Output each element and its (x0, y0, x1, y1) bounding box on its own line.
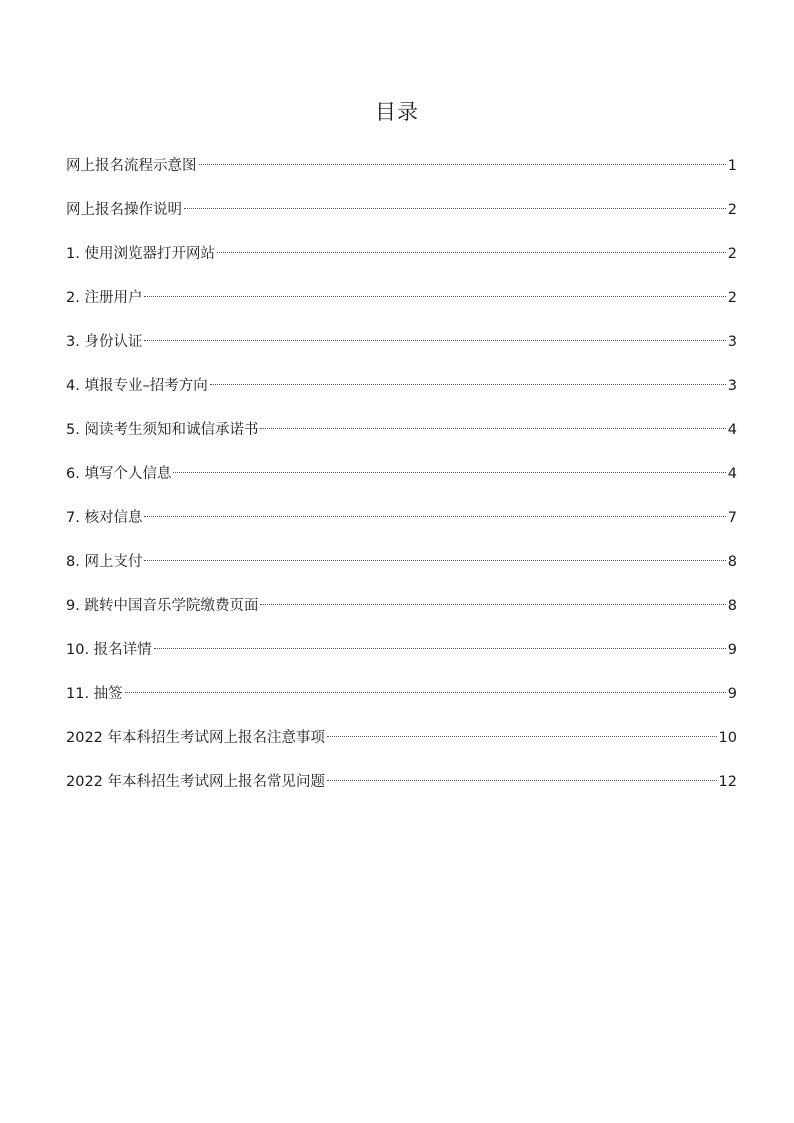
toc-entry[interactable] (66, 286, 737, 330)
toc-entry-label: 1. 使用浏览器打开网站 (66, 246, 215, 262)
toc-entry-label: 8. 网上支付 (66, 554, 143, 570)
toc-entry[interactable] (66, 506, 737, 550)
toc-dot-leader (210, 384, 726, 385)
toc-dot-leader (217, 252, 726, 253)
toc-dot-leader (144, 296, 725, 297)
toc-entry-page-number: 4 (727, 466, 737, 482)
toc-entry-page-number: 2 (727, 202, 737, 218)
toc-entry[interactable] (66, 770, 737, 814)
toc-entry[interactable] (66, 374, 737, 418)
toc-dot-leader (327, 780, 717, 781)
toc-entry-label: 网上报名操作说明 (66, 202, 182, 218)
toc-dot-leader (144, 560, 725, 561)
toc-entry-page-number: 8 (727, 554, 737, 570)
toc-entry-page-number: 9 (727, 642, 737, 658)
toc-entry-page-number: 1 (727, 158, 737, 174)
toc-entry-label: 3. 身份认证 (66, 334, 143, 350)
toc-entry-page-number: 10 (718, 730, 737, 746)
toc-entry-page-number: 9 (727, 686, 737, 702)
toc-entry-label: 10. 报名详情 (66, 642, 152, 658)
toc-entry-label: 6. 填写个人信息 (66, 466, 172, 482)
toc-entry[interactable] (66, 418, 737, 462)
toc-dot-leader (199, 164, 726, 165)
toc-entry[interactable] (66, 242, 737, 286)
toc-entry-label: 11. 抽签 (66, 686, 123, 702)
toc-entry[interactable] (66, 726, 737, 770)
toc-entry[interactable] (66, 154, 737, 198)
toc-dot-leader (184, 208, 726, 209)
toc-entry[interactable] (66, 550, 737, 594)
toc-list (66, 154, 737, 814)
toc-entry[interactable] (66, 198, 737, 242)
toc-entry[interactable] (66, 682, 737, 726)
toc-entry-label: 5. 阅读考生须知和诚信承诺书 (66, 422, 259, 438)
toc-dot-leader (144, 340, 725, 341)
toc-entry[interactable] (66, 594, 737, 638)
toc-entry[interactable] (66, 638, 737, 682)
toc-entry-page-number: 7 (727, 510, 737, 526)
toc-entry-page-number: 8 (727, 598, 737, 614)
toc-entry-label: 7. 核对信息 (66, 510, 143, 526)
toc-entry-page-number: 3 (727, 378, 737, 394)
toc-entry[interactable] (66, 330, 737, 374)
toc-dot-leader (144, 516, 725, 517)
toc-entry-label: 2. 注册用户 (66, 290, 143, 306)
toc-dot-leader (154, 648, 726, 649)
toc-dot-leader (260, 604, 725, 605)
toc-dot-leader (173, 472, 725, 473)
toc-entry-label: 2022 年本科招生考试网上报名注意事项 (66, 730, 326, 746)
toc-entry-label: 2022 年本科招生考试网上报名常见问题 (66, 774, 326, 790)
toc-dot-leader (327, 736, 717, 737)
toc-entry-page-number: 2 (727, 290, 737, 306)
toc-entry-page-number: 12 (718, 774, 737, 790)
toc-entry-page-number: 3 (727, 334, 737, 350)
toc-entry-page-number: 2 (727, 246, 737, 262)
page-title: 目录 (375, 100, 419, 124)
toc-entry-label: 9. 跳转中国音乐学院缴费页面 (66, 598, 259, 614)
toc-entry[interactable] (66, 462, 737, 506)
toc-entry-page-number: 4 (727, 422, 737, 438)
toc-dot-leader (260, 428, 725, 429)
toc-entry-label: 4. 填报专业–招考方向 (66, 378, 208, 394)
toc-dot-leader (125, 692, 726, 693)
toc-entry-label: 网上报名流程示意图 (66, 158, 197, 174)
